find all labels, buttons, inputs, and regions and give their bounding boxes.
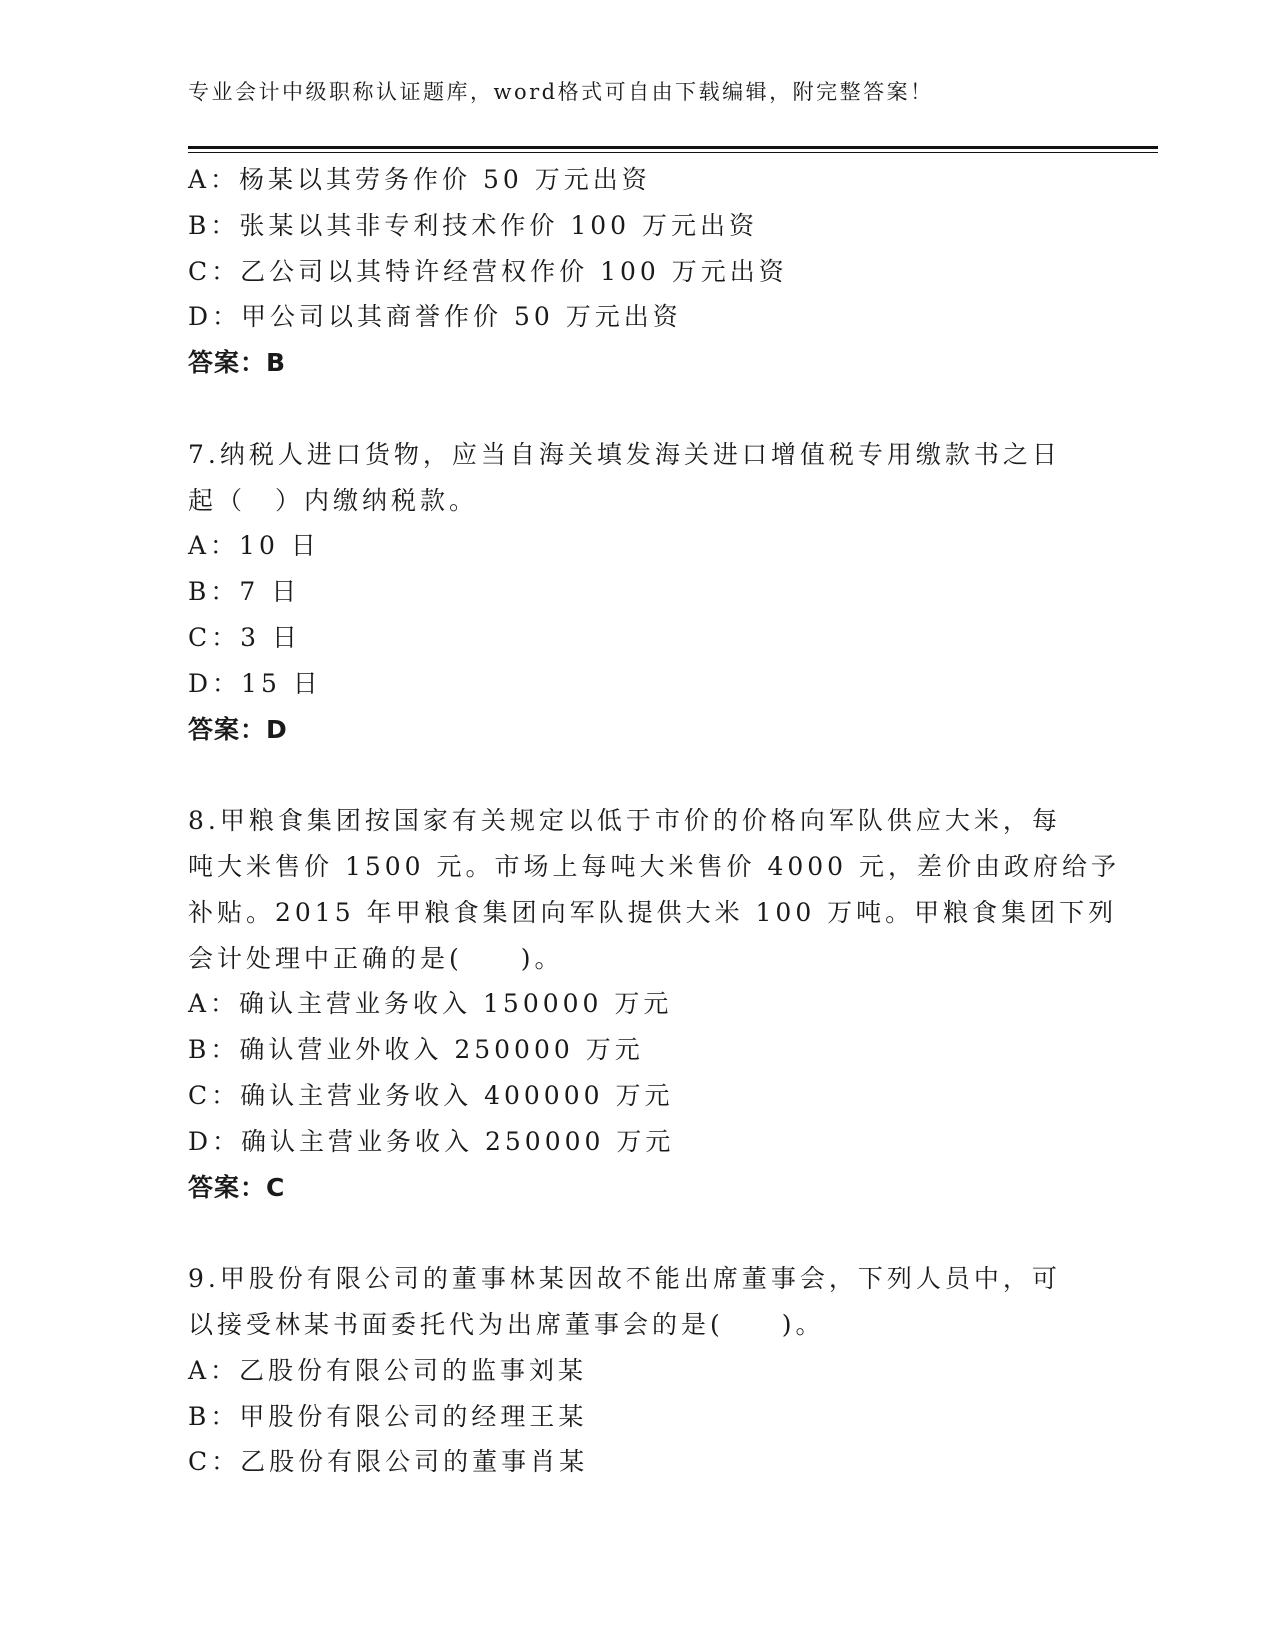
- option-b: B：7 日: [188, 577, 301, 607]
- option-b: B：张某以其非专利技术作价 100 万元出资: [188, 210, 758, 240]
- option-b: B：甲股份有限公司的经理王某: [188, 1401, 588, 1431]
- header-divider: [188, 146, 1158, 149]
- question-6: [188, 157, 1088, 386]
- option-c: C：乙公司以其特许经营权作价 100 万元出资: [188, 256, 788, 286]
- option-a: A：乙股份有限公司的监事刘某: [188, 1355, 588, 1385]
- question-9: [188, 1256, 1088, 1485]
- question-stem-line: 起（ ）内缴纳税款。: [188, 485, 479, 515]
- header-divider-thin: [188, 152, 1158, 153]
- answer: 答案：D: [188, 714, 288, 744]
- option-c: C：乙股份有限公司的董事肖某: [188, 1447, 589, 1477]
- spacer: [188, 386, 1088, 432]
- question-8: [188, 798, 1121, 1210]
- question-stem-line: 8.甲粮食集团按国家有关规定以低于市价的价格向军队供应大米，每: [188, 806, 1061, 836]
- question-stem-line: 7.纳税人进口货物，应当自海关填发海关进口增值税专用缴款书之日: [188, 439, 1061, 469]
- question-stem-line: 9.甲股份有限公司的董事林某因故不能出席董事会，下列人员中，可: [188, 1264, 1061, 1294]
- option-a: A：确认主营业务收入 150000 万元: [188, 989, 673, 1019]
- option-b: B：确认营业外收入 250000 万元: [188, 1035, 644, 1065]
- option-d: D：确认主营业务收入 250000 万元: [188, 1126, 675, 1156]
- answer: 答案：B: [188, 348, 287, 378]
- option-c: C：3 日: [188, 622, 301, 652]
- question-stem-line: 会计处理中正确的是( )。: [188, 943, 564, 973]
- question-stem-line: 吨大米售价 1500 元。市场上每吨大米售价 4000 元，差价由政府给予: [188, 851, 1121, 881]
- page-header: 专业会计中级职称认证题库，word格式可自由下载编辑，附完整答案！: [188, 80, 934, 104]
- option-a: A：杨某以其劳务作价 50 万元出资: [188, 165, 651, 194]
- question-stem-line: 以接受林某书面委托代为出席董事会的是( )。: [188, 1309, 825, 1339]
- question-stem-line: 补贴。2015 年甲粮食集团向军队提供大米 100 万吨。甲粮食集团下列: [188, 897, 1118, 927]
- option-a: A：10 日: [188, 531, 320, 561]
- option-d: D：15 日: [188, 668, 322, 698]
- question-7: [188, 432, 1088, 753]
- option-c: C：确认主营业务收入 400000 万元: [188, 1080, 674, 1110]
- option-d: D：甲公司以其商誉作价 50 万元出资: [188, 302, 682, 332]
- answer: 答案：C: [188, 1172, 286, 1202]
- question-content: [188, 157, 1121, 1485]
- spacer: [188, 752, 1088, 798]
- spacer: [188, 1210, 1088, 1256]
